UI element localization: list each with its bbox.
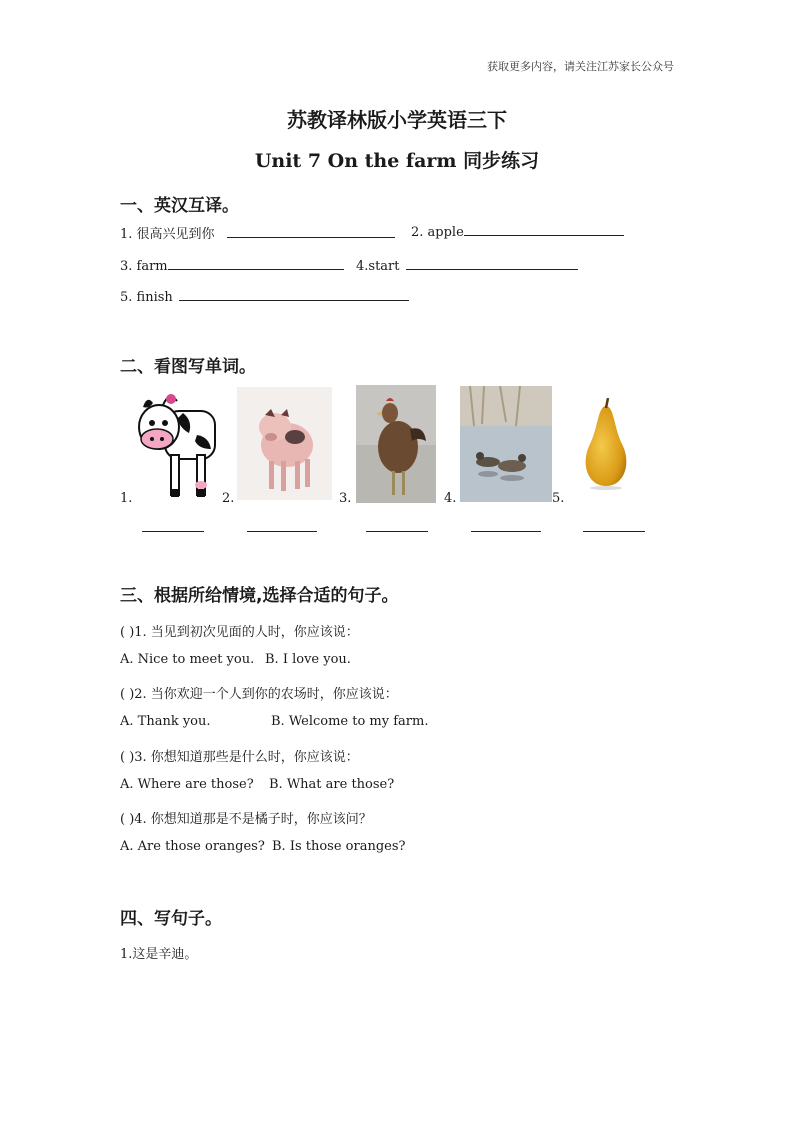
picture-label-3: 3. bbox=[339, 491, 352, 506]
ducks-icon bbox=[460, 386, 552, 502]
question-4-option-a: A. Are those oranges? bbox=[120, 839, 265, 854]
section1-item-5 bbox=[120, 288, 409, 305]
question-2-option-b: B. Welcome to my farm. bbox=[271, 714, 429, 729]
section1-item-3 bbox=[120, 257, 344, 274]
section4-item-1: 1.这是辛迪。 bbox=[120, 947, 198, 962]
page-title: 苏教译林版小学英语三下 bbox=[287, 108, 507, 132]
answer-blank[interactable] bbox=[179, 288, 409, 301]
section1-heading: 一、英汉互译。 bbox=[120, 196, 239, 216]
picture-answer-blank-2[interactable] bbox=[247, 519, 317, 532]
answer-blank[interactable] bbox=[168, 257, 344, 270]
section3-heading: 三、根据所给情境,选择合适的句子。 bbox=[120, 586, 399, 606]
question-3: ( )3. 你想知道那些是什么时，你应该说： bbox=[120, 750, 359, 765]
picture-label-5: 5. bbox=[552, 491, 565, 506]
question-4: ( )4. 你想知道那是不是橘子时，你应该问？ bbox=[120, 812, 372, 827]
item-label: 4.start bbox=[356, 259, 400, 274]
item-label: 1. 很高兴见到你 bbox=[120, 227, 215, 242]
section1-item-1 bbox=[120, 223, 395, 242]
picture-answer-blank-1[interactable] bbox=[142, 519, 204, 532]
item-label: 5. finish bbox=[120, 290, 173, 305]
question-1-option-b: B. I love you. bbox=[265, 652, 351, 667]
pear-icon bbox=[578, 398, 634, 490]
question-2: ( )2. 当你欢迎一个人到你的农场时，你应该说： bbox=[120, 687, 398, 702]
question-1: ( )1. 当见到初次见面的人时，你应该说： bbox=[120, 625, 359, 640]
section4-heading: 四、写句子。 bbox=[120, 909, 222, 929]
section1-item-2 bbox=[411, 223, 624, 240]
cow-icon bbox=[135, 385, 221, 503]
item-label: 2. apple bbox=[411, 225, 464, 240]
picture-label-1: 1. bbox=[120, 491, 133, 506]
hen-icon bbox=[356, 385, 436, 503]
picture-answer-blank-4[interactable] bbox=[471, 519, 541, 532]
header-note: 获取更多内容，请关注江苏家长公众号 bbox=[487, 60, 674, 73]
picture-answer-blank-5[interactable] bbox=[583, 519, 645, 532]
picture-label-4: 4. bbox=[444, 491, 457, 506]
pig-icon bbox=[237, 387, 332, 500]
answer-blank[interactable] bbox=[227, 225, 395, 238]
item-label: 3. farm bbox=[120, 259, 168, 274]
question-1-option-a: A. Nice to meet you. bbox=[120, 652, 255, 667]
answer-blank[interactable] bbox=[464, 223, 624, 236]
section1-item-4 bbox=[356, 257, 578, 274]
picture-answer-blank-3[interactable] bbox=[366, 519, 428, 532]
question-2-option-a: A. Thank you. bbox=[120, 714, 211, 729]
question-4-option-b: B. Is those oranges? bbox=[272, 839, 406, 854]
section2-heading: 二、看图写单词。 bbox=[120, 357, 256, 377]
page-subtitle: Unit 7 On the farm 同步练习 bbox=[254, 150, 540, 172]
answer-blank[interactable] bbox=[406, 257, 578, 270]
question-3-option-b: B. What are those? bbox=[269, 777, 395, 792]
question-3-option-a: A. Where are those? bbox=[120, 777, 254, 792]
picture-label-2: 2. bbox=[222, 491, 235, 506]
